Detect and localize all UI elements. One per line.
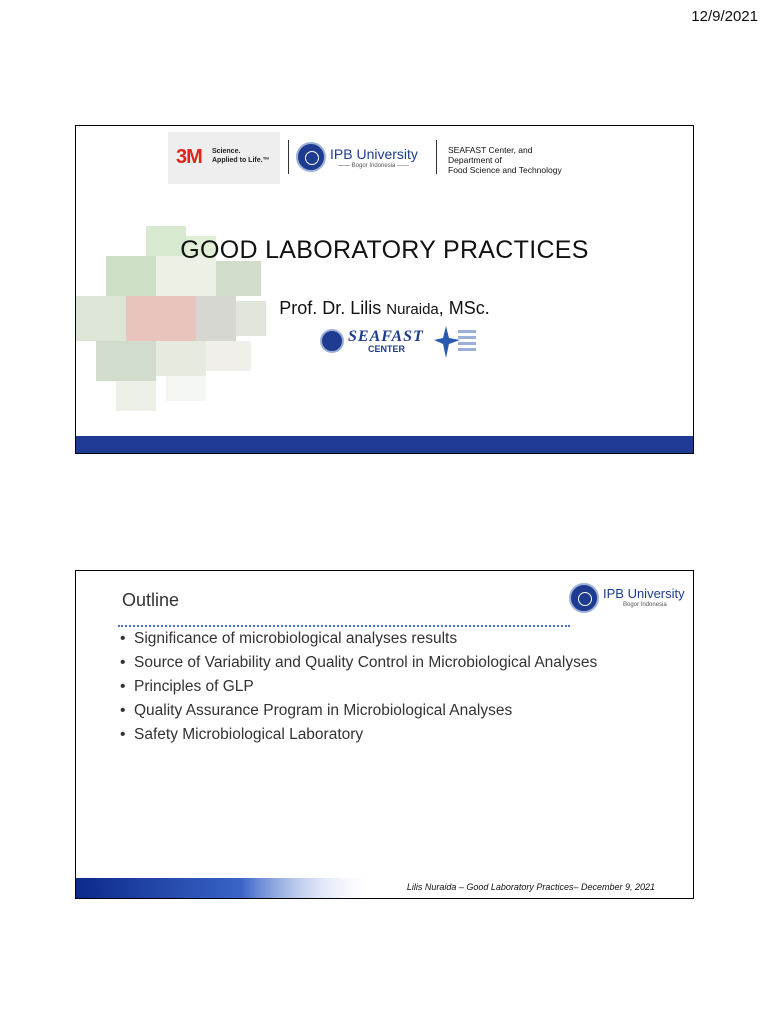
outline-slide [75,570,694,899]
ipb-university-name: IPB University [603,586,685,601]
list-item: • Quality Assurance Program in Microbiological Analyses [120,702,513,719]
author-name: Prof. Dr. Lilis Nuraida, MSc. [279,298,490,318]
list-item: • Significance of microbiological analyses results [120,630,458,647]
slide-footer-bar [76,436,693,453]
divider [436,140,437,174]
seafast-center-logo [320,326,490,360]
list-item: • Safety Microbiological Laboratory [120,726,364,743]
logo-3m [168,132,280,184]
ipb-seal-icon [320,329,344,353]
seafast-center-text: CENTER [368,344,406,354]
logo-3m-tagline: Science. Applied to Life.™ [212,148,270,164]
slide-title: GOOD LABORATORY PRACTICES [180,236,589,264]
ipb-seal-icon [569,583,599,613]
seafast-wordmark: SEAFAST [348,328,424,345]
divider [288,140,289,174]
star-logo-icon [434,326,480,360]
ipb-seal-icon [296,142,326,172]
ipb-subtitle: —— Bogor Indonesia —— [338,163,410,169]
title-slide [75,125,694,454]
heading-underline [118,625,570,627]
ipb-logo [569,583,689,613]
ipb-subtitle: Bogor Indonesia [623,602,667,608]
footer-wave-graphic [76,878,376,898]
list-item: • Source of Variability and Quality Control in Microbiological Analyses [120,654,598,671]
department-address: SEAFAST Center, and Department of Food Science and Technology [448,145,562,175]
outline-list [120,630,640,750]
ipb-university-name: IPB University [330,146,418,162]
list-item: • Principles of GLP [120,678,254,695]
page-date: 12/9/2021 [691,8,758,25]
header-logos [168,130,588,184]
slide-footer-text: Lilis Nuraida – Good Laboratory Practices– December 9, 2021 [406,882,655,892]
slide-heading: Outline [122,590,180,610]
logo-3m-mark: 3M [176,146,202,168]
